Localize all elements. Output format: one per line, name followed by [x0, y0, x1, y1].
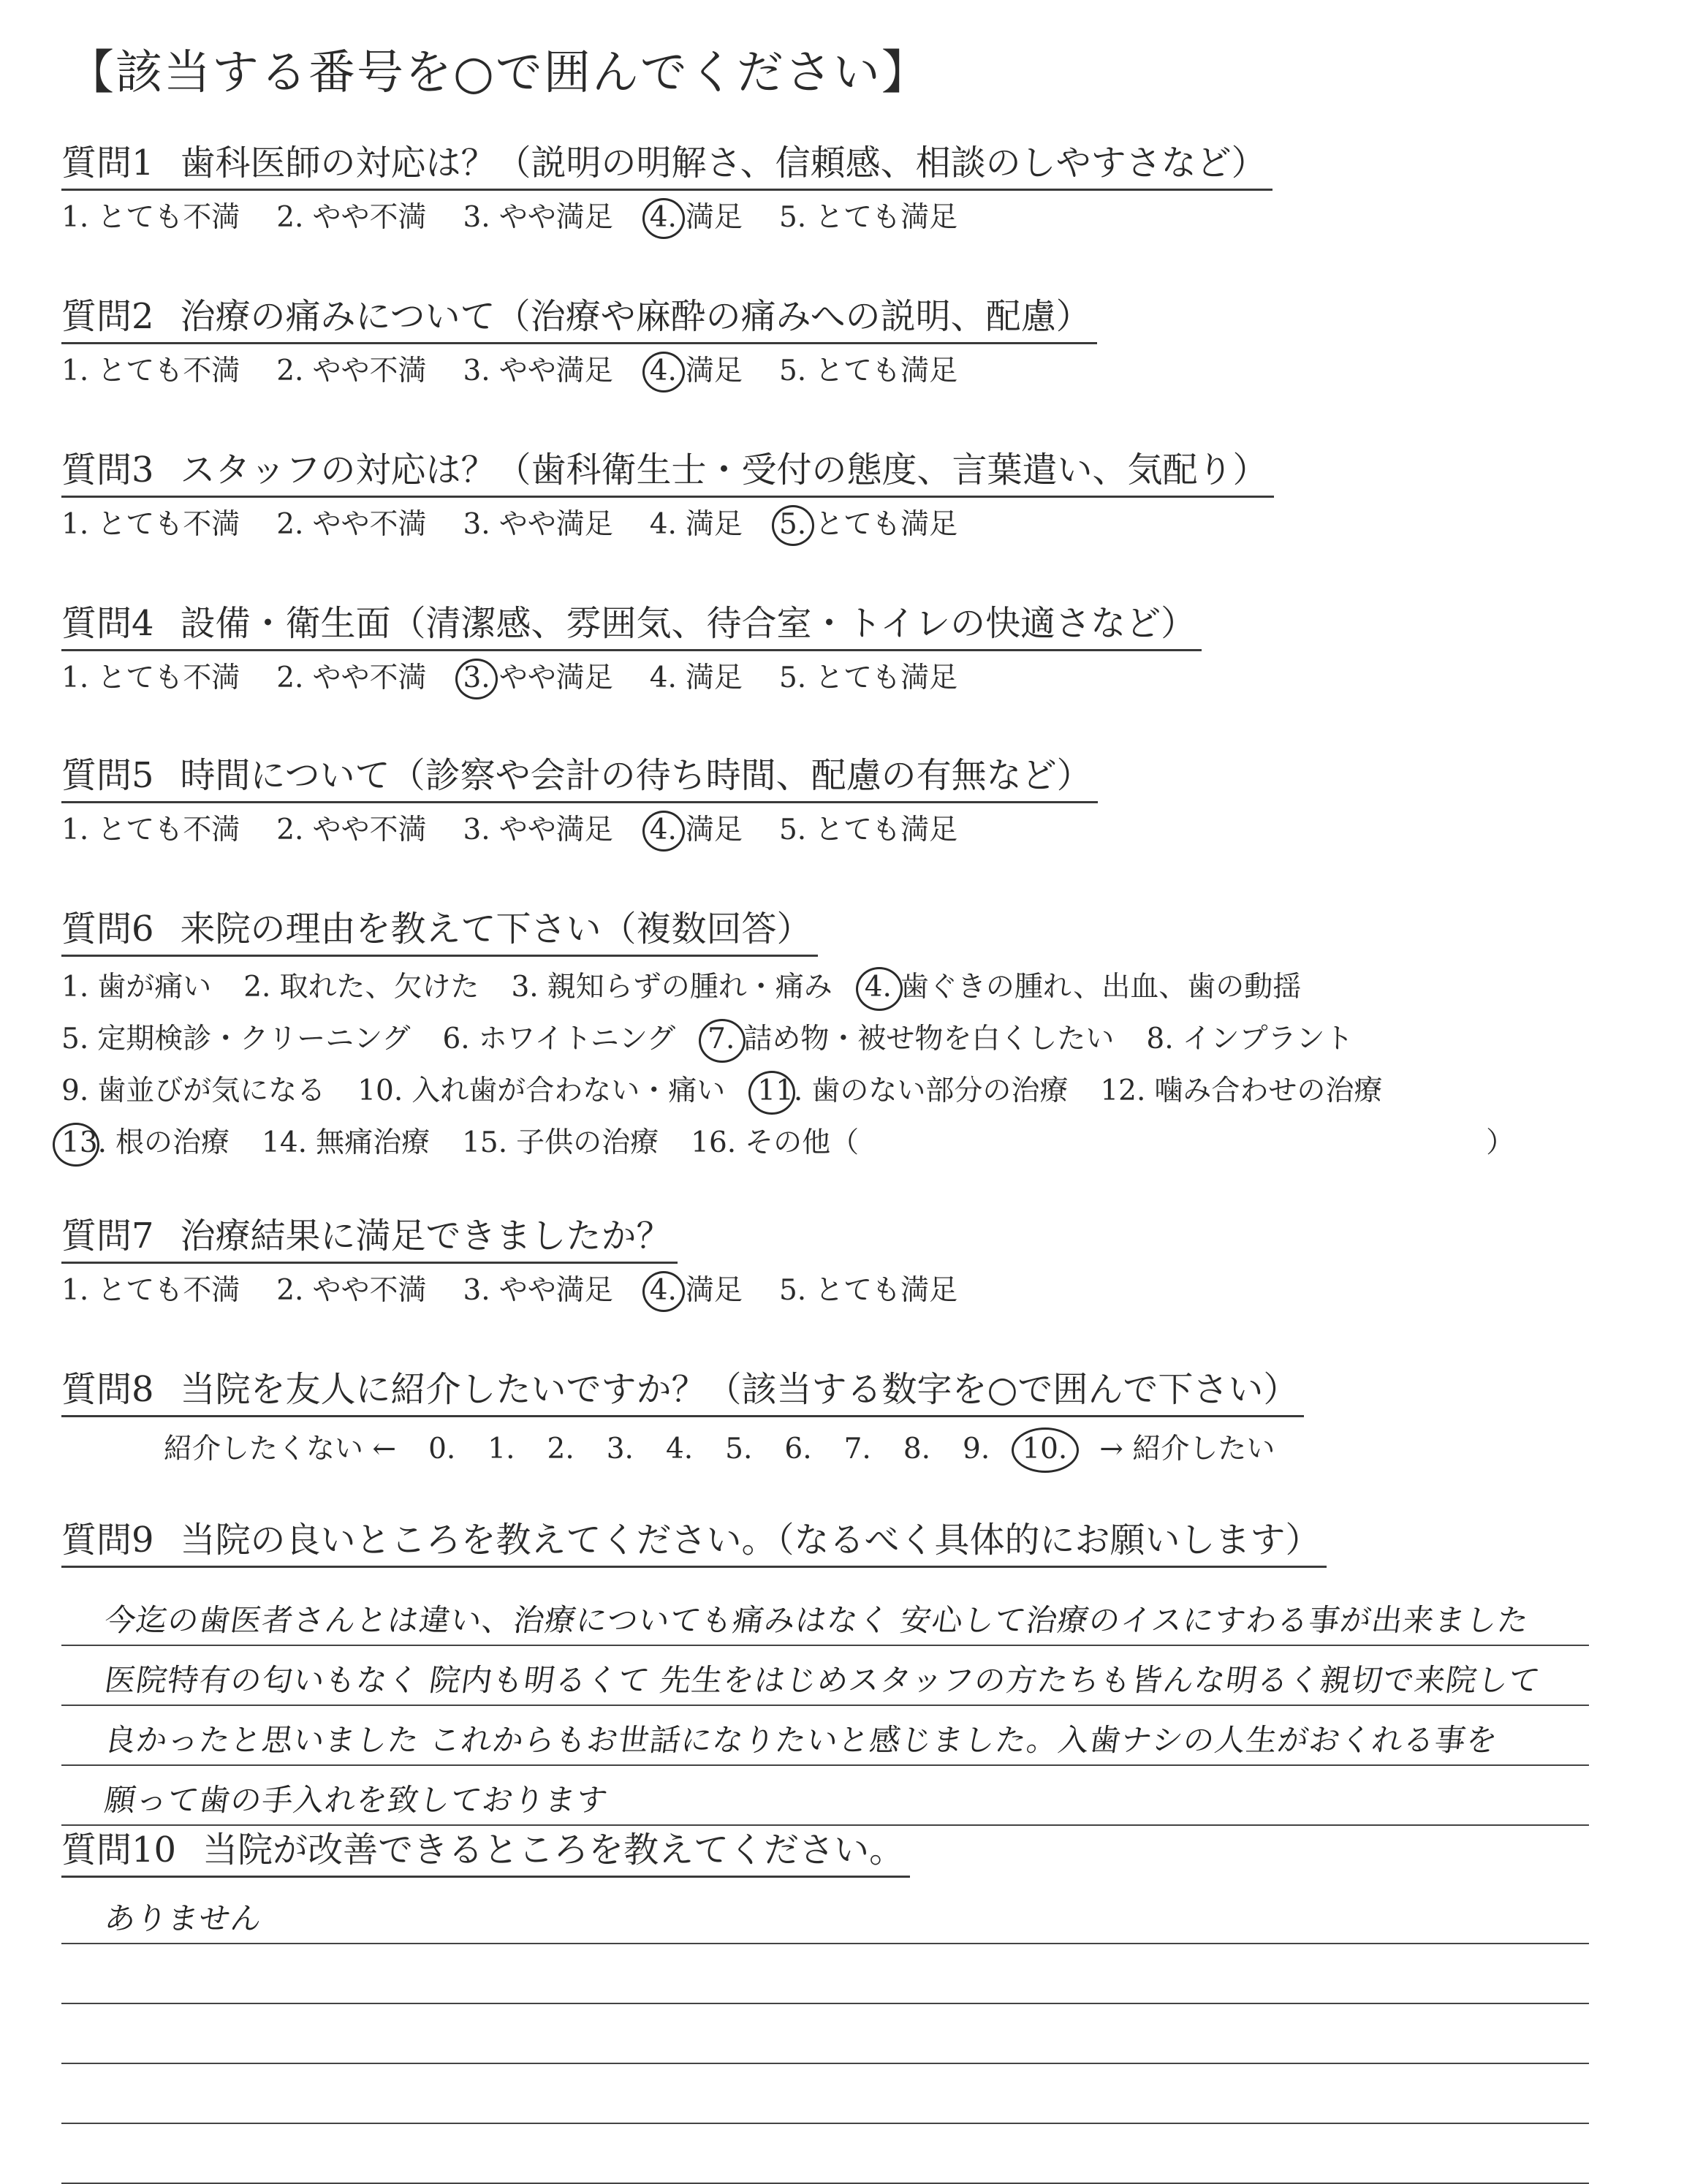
q10-handwritten-text: ありません [102, 1900, 265, 1936]
q5-option-label: とても満足 [815, 814, 958, 846]
q8-number: 質問8 [61, 1369, 154, 1410]
question-3 [61, 447, 1633, 547]
q2-option-label: やや不満 [312, 354, 427, 387]
q3-option-number: 2. [276, 508, 304, 541]
q9-handwritten-text: 願って歯の手入れを致しております [102, 1782, 611, 1818]
q7-option-3[interactable] [463, 1268, 612, 1313]
q10-number: 質問10 [61, 1830, 177, 1870]
q1-text: 歯科医師の対応は？（説明の明解さ、信頼感、相談のしやすさなど） [180, 143, 1267, 183]
q1-option-label: やや満足 [498, 201, 613, 234]
q3-option-5[interactable] [779, 502, 957, 547]
q3-option-label: やや不満 [312, 508, 427, 541]
q4-text: 設備・衛生面（清潔感、雰囲気、待合室・トイレの快適さなど） [180, 603, 1196, 644]
q8-scale-value[interactable]: 10. [1022, 1423, 1067, 1476]
q3-option-number: 4. [649, 508, 677, 541]
q7-options [61, 1268, 1633, 1313]
q1-option-2[interactable] [276, 195, 426, 240]
q3-option-label: やや満足 [498, 508, 613, 541]
q1-option-number: 4. [650, 195, 677, 240]
question-7 [61, 1213, 1633, 1313]
q3-option-4[interactable] [650, 502, 743, 547]
q1-option-number: 5. [778, 201, 807, 234]
q2-option-number: 1. [61, 354, 89, 387]
q5-option-label: 満足 [685, 814, 743, 846]
q3-option-label: 満足 [685, 508, 743, 541]
q6-option-label: 噛み合わせの治療 [1154, 1074, 1383, 1107]
question-5 [61, 753, 1633, 853]
q7-option-label: やや満足 [498, 1274, 613, 1307]
q8-scale-value[interactable]: 3. [606, 1433, 634, 1466]
q6-option-number: 14. [262, 1126, 308, 1159]
q7-header [61, 1213, 678, 1264]
q4-option-2[interactable] [276, 656, 426, 701]
q7-option-number: 1. [61, 1274, 89, 1307]
q6-option[interactable] [1146, 1013, 1353, 1065]
q3-option-number: 3. [463, 508, 490, 541]
q1-option-label: 満足 [685, 201, 743, 234]
q6-option[interactable] [61, 1117, 230, 1169]
q5-option-number: 3. [463, 814, 490, 846]
q5-number: 質問5 [61, 755, 154, 796]
q6-option-number: 13. [61, 1117, 107, 1169]
q4-option-label: 満足 [685, 661, 743, 694]
q8-right-label: → 紹介したい [1099, 1433, 1275, 1466]
q5-header [61, 753, 1098, 803]
q5-option-label: とても不満 [97, 814, 240, 846]
q8-text: 当院を友人に紹介したいですか？（該当する数字を○で囲んで下さい） [180, 1369, 1299, 1410]
q4-option-label: とても満足 [815, 661, 958, 694]
q5-option-number: 2. [276, 814, 304, 846]
q7-option-number: 5. [778, 1274, 807, 1307]
q4-options [61, 656, 1633, 701]
q2-option-5[interactable] [779, 349, 957, 394]
q6-option-number: 16. [691, 1126, 737, 1159]
q6-option-number: 6. [442, 1023, 470, 1055]
q6-option[interactable] [511, 961, 832, 1013]
q7-option-number: 4. [650, 1268, 677, 1313]
q3-number: 質問3 [61, 450, 154, 490]
q1-header [61, 140, 1273, 191]
q6-option-number: 2. [243, 971, 271, 1004]
q6-option-number: 7. [708, 1013, 735, 1065]
q2-option-label: 満足 [685, 354, 743, 387]
q3-option-number: 1. [61, 508, 89, 541]
q5-option-label: やや満足 [498, 814, 613, 846]
q2-option-number: 4. [650, 349, 677, 394]
q1-option-number: 2. [276, 201, 304, 234]
q1-option-number: 3. [463, 201, 490, 234]
q8-scale-value[interactable]: 6. [784, 1433, 812, 1466]
q6-option[interactable] [1100, 1065, 1382, 1117]
q3-option-2[interactable] [276, 502, 426, 547]
q4-option-label: やや満足 [498, 661, 613, 694]
q4-option-number: 2. [276, 661, 304, 694]
q2-option-number: 3. [463, 354, 490, 387]
q7-text: 治療結果に満足できましたか？ [180, 1216, 672, 1256]
q8-scale-value[interactable]: 0. [428, 1433, 456, 1466]
q7-option-number: 3. [463, 1274, 490, 1307]
q8-scale-value[interactable]: 5. [725, 1433, 753, 1466]
q5-option-1[interactable] [61, 808, 240, 853]
q6-option[interactable] [61, 1065, 325, 1117]
q4-option-number: 5. [778, 661, 807, 694]
q9-handwritten-text: 医院特有の匂いもなく 院内も明るくて 先生をはじめスタッフの方たちも皆んな明るく親切で来院して [102, 1662, 1543, 1698]
q10-text: 当院が改善できるところを教えてください。 [202, 1830, 905, 1870]
question-2 [61, 294, 1633, 394]
q5-option-5[interactable] [779, 808, 957, 853]
question-10-answer-lines [61, 1833, 1589, 2184]
q2-header [61, 294, 1097, 344]
q5-option-label: やや不満 [312, 814, 427, 846]
q6-option-label: ホワイトニング [478, 1023, 676, 1055]
q10-answer-line-4 [61, 2064, 1589, 2124]
q6-option-label: 親知らずの腫れ・痛み [547, 971, 832, 1004]
q9-answer-line-4 [61, 1766, 1589, 1826]
q2-option-label: やや満足 [498, 354, 613, 387]
q9-answer-line-2 [61, 1646, 1589, 1706]
q6-row-2 [61, 1013, 1633, 1065]
q4-number: 質問4 [61, 603, 154, 644]
q1-option-5[interactable] [779, 195, 957, 240]
q4-option-5[interactable] [779, 656, 957, 701]
q7-option-label: とても不満 [97, 1274, 240, 1307]
q2-option-number: 2. [276, 354, 304, 387]
q8-left-label: 紹介したくない ← [164, 1433, 397, 1466]
q5-option-4[interactable] [650, 808, 743, 853]
q6-option-number: 11. [757, 1065, 803, 1117]
q8-scale-value[interactable]: 4. [665, 1433, 694, 1466]
q6-option[interactable] [691, 1117, 1514, 1169]
q6-text: 来院の理由を教えて下さい（複数回答） [180, 909, 812, 949]
q9-number: 質問9 [61, 1520, 154, 1561]
q9-answer-line-3 [61, 1706, 1589, 1766]
q1-option-1[interactable] [61, 195, 240, 240]
q8-scale-value[interactable]: 9. [963, 1433, 990, 1466]
q6-option-number: 9. [61, 1074, 89, 1107]
q6-option[interactable] [757, 1065, 1068, 1117]
q1-number: 質問1 [61, 143, 154, 183]
q6-option[interactable] [243, 961, 479, 1013]
q6-option-label: 無痛治療 [316, 1126, 431, 1159]
q7-option-number: 2. [276, 1274, 304, 1307]
q6-option-label: 根の治療 [115, 1126, 230, 1159]
q3-header [61, 447, 1274, 498]
q4-option-3[interactable] [463, 656, 612, 701]
q6-option[interactable] [462, 1117, 659, 1169]
q1-option-label: やや不満 [312, 201, 427, 234]
q6-option-number: 12. [1100, 1074, 1146, 1107]
q9-handwritten-text: 今迄の歯医者さんとは違い、治療についても痛みはなく 安心して治療のイスにすわる事が出来ました [102, 1602, 1532, 1638]
q6-option-label: 定期検診・クリーニング [97, 1023, 411, 1055]
q7-number: 質問7 [61, 1216, 154, 1256]
q5-option-number: 4. [650, 808, 677, 853]
q6-option[interactable] [61, 1013, 410, 1065]
q6-option-number: 15. [462, 1126, 508, 1159]
q5-option-number: 5. [778, 814, 807, 846]
q7-option-5[interactable] [779, 1268, 957, 1313]
question-1 [61, 140, 1633, 240]
q6-row-4 [61, 1117, 1633, 1169]
q6-option[interactable] [262, 1117, 430, 1169]
q3-options [61, 502, 1633, 547]
q4-header [61, 601, 1202, 651]
q6-option[interactable] [61, 961, 211, 1013]
q3-text: スタッフの対応は？（歯科衛生士・受付の態度、言葉遣い、気配り） [180, 450, 1268, 490]
q7-option-label: やや不満 [312, 1274, 427, 1307]
q6-option-number: 3. [511, 971, 539, 1004]
q1-option-4[interactable] [650, 195, 743, 240]
q4-option-1[interactable] [61, 656, 240, 701]
q6-option[interactable] [865, 961, 1302, 1013]
q9-text: 当院の良いところを教えてください。（なるべく具体的にお願いします） [180, 1520, 1321, 1561]
q4-option-number: 4. [649, 661, 677, 694]
q4-option-number: 1. [61, 661, 89, 694]
q6-option-number: 8. [1146, 1023, 1174, 1055]
q5-option-number: 1. [61, 814, 89, 846]
q2-option-label: とても不満 [97, 354, 240, 387]
q6-row-1 [61, 961, 1633, 1013]
q4-option-number: 3. [463, 656, 490, 701]
q10-answer-line-1 [61, 1884, 1589, 1944]
q6-option-label: 歯のない部分の治療 [811, 1074, 1069, 1107]
page-title: 【該当する番号を○で囲んでください】 [67, 46, 930, 100]
q7-option-label: とても満足 [815, 1274, 958, 1307]
q6-option-number: 10. [357, 1074, 403, 1107]
q3-option-label: とても満足 [815, 508, 958, 541]
question-8 [61, 1367, 1633, 1476]
q2-option-number: 5. [778, 354, 807, 387]
q6-option-label: 取れた、欠けた [279, 971, 479, 1004]
q6-options [61, 961, 1633, 1169]
q6-option-label: 歯ぐきの腫れ、出血、歯の動揺 [900, 971, 1302, 1004]
q2-option-2[interactable] [276, 349, 426, 394]
q6-option-label: インプラント [1182, 1023, 1354, 1055]
q7-option-1[interactable] [61, 1268, 240, 1313]
q8-scale-value[interactable]: 8. [903, 1433, 931, 1466]
q6-option[interactable] [357, 1065, 725, 1117]
q1-option-label: とても満足 [815, 201, 958, 234]
q6-row-3 [61, 1065, 1633, 1117]
q6-option[interactable] [442, 1013, 675, 1065]
q8-scale-value[interactable]: 2. [547, 1433, 574, 1466]
q6-option-label: その他（ ） [745, 1126, 1515, 1159]
q8-scale-value[interactable]: 7. [843, 1433, 871, 1466]
q1-option-label: とても不満 [97, 201, 240, 234]
q3-option-3[interactable] [463, 502, 612, 547]
q2-number: 質問2 [61, 296, 154, 337]
q4-option-label: とても不満 [97, 661, 240, 694]
question-4 [61, 601, 1633, 701]
q9-handwritten-text: 良かったと思いました これからもお世話になりたいと感じました。入歯ナシの人生がおくれる事を [102, 1722, 1501, 1758]
q2-option-1[interactable] [61, 349, 240, 394]
q5-option-2[interactable] [276, 808, 426, 853]
q6-option-label: 入れ歯が合わない・痛い [411, 1074, 726, 1107]
q6-option-label: 子供の治療 [516, 1126, 659, 1159]
q4-option-4[interactable] [650, 656, 743, 701]
q10-answer-line-2 [61, 1944, 1589, 2004]
q2-option-label: とても満足 [815, 354, 958, 387]
q8-header [61, 1367, 1304, 1417]
q6-number: 質問6 [61, 909, 154, 949]
q9-answer-line-1 [61, 1586, 1589, 1646]
q5-options [61, 808, 1633, 853]
q6-option-number: 4. [865, 961, 892, 1013]
q3-option-label: とても不満 [97, 508, 240, 541]
q6-option[interactable] [708, 1013, 1114, 1065]
q10-answer-line-3 [61, 2004, 1589, 2064]
q6-option-number: 1. [61, 971, 89, 1004]
q5-option-3[interactable] [463, 808, 612, 853]
q2-text: 治療の痛みについて（治療や麻酔の痛みへの説明、配慮） [180, 296, 1091, 337]
q8-scale-value[interactable]: 1. [488, 1433, 515, 1466]
q7-option-label: 満足 [685, 1274, 743, 1307]
q7-option-4[interactable] [650, 1268, 743, 1313]
q6-option-label: 詰め物・被せ物を白くしたい [743, 1023, 1115, 1055]
q2-option-4[interactable] [650, 349, 743, 394]
q3-option-1[interactable] [61, 502, 240, 547]
q6-option-number: 5. [61, 1023, 89, 1055]
q2-options [61, 349, 1633, 394]
q7-option-2[interactable] [276, 1268, 426, 1313]
q6-header [61, 906, 818, 957]
q1-option-3[interactable] [463, 195, 612, 240]
q2-option-3[interactable] [463, 349, 612, 394]
question-6 [61, 906, 1633, 1169]
q10-answer-line-5 [61, 2124, 1589, 2184]
q1-options [61, 195, 1633, 240]
q8-scale [164, 1423, 1633, 1476]
q4-option-label: やや不満 [312, 661, 427, 694]
q1-option-number: 1. [61, 201, 89, 234]
question-9-answer-lines [61, 1535, 1589, 1826]
q6-option-label: 歯並びが気になる [97, 1074, 326, 1107]
q3-option-number: 5. [779, 502, 806, 547]
q6-option-label: 歯が痛い [97, 971, 212, 1004]
q5-text: 時間について（診察や会計の待ち時間、配慮の有無など） [180, 755, 1092, 796]
